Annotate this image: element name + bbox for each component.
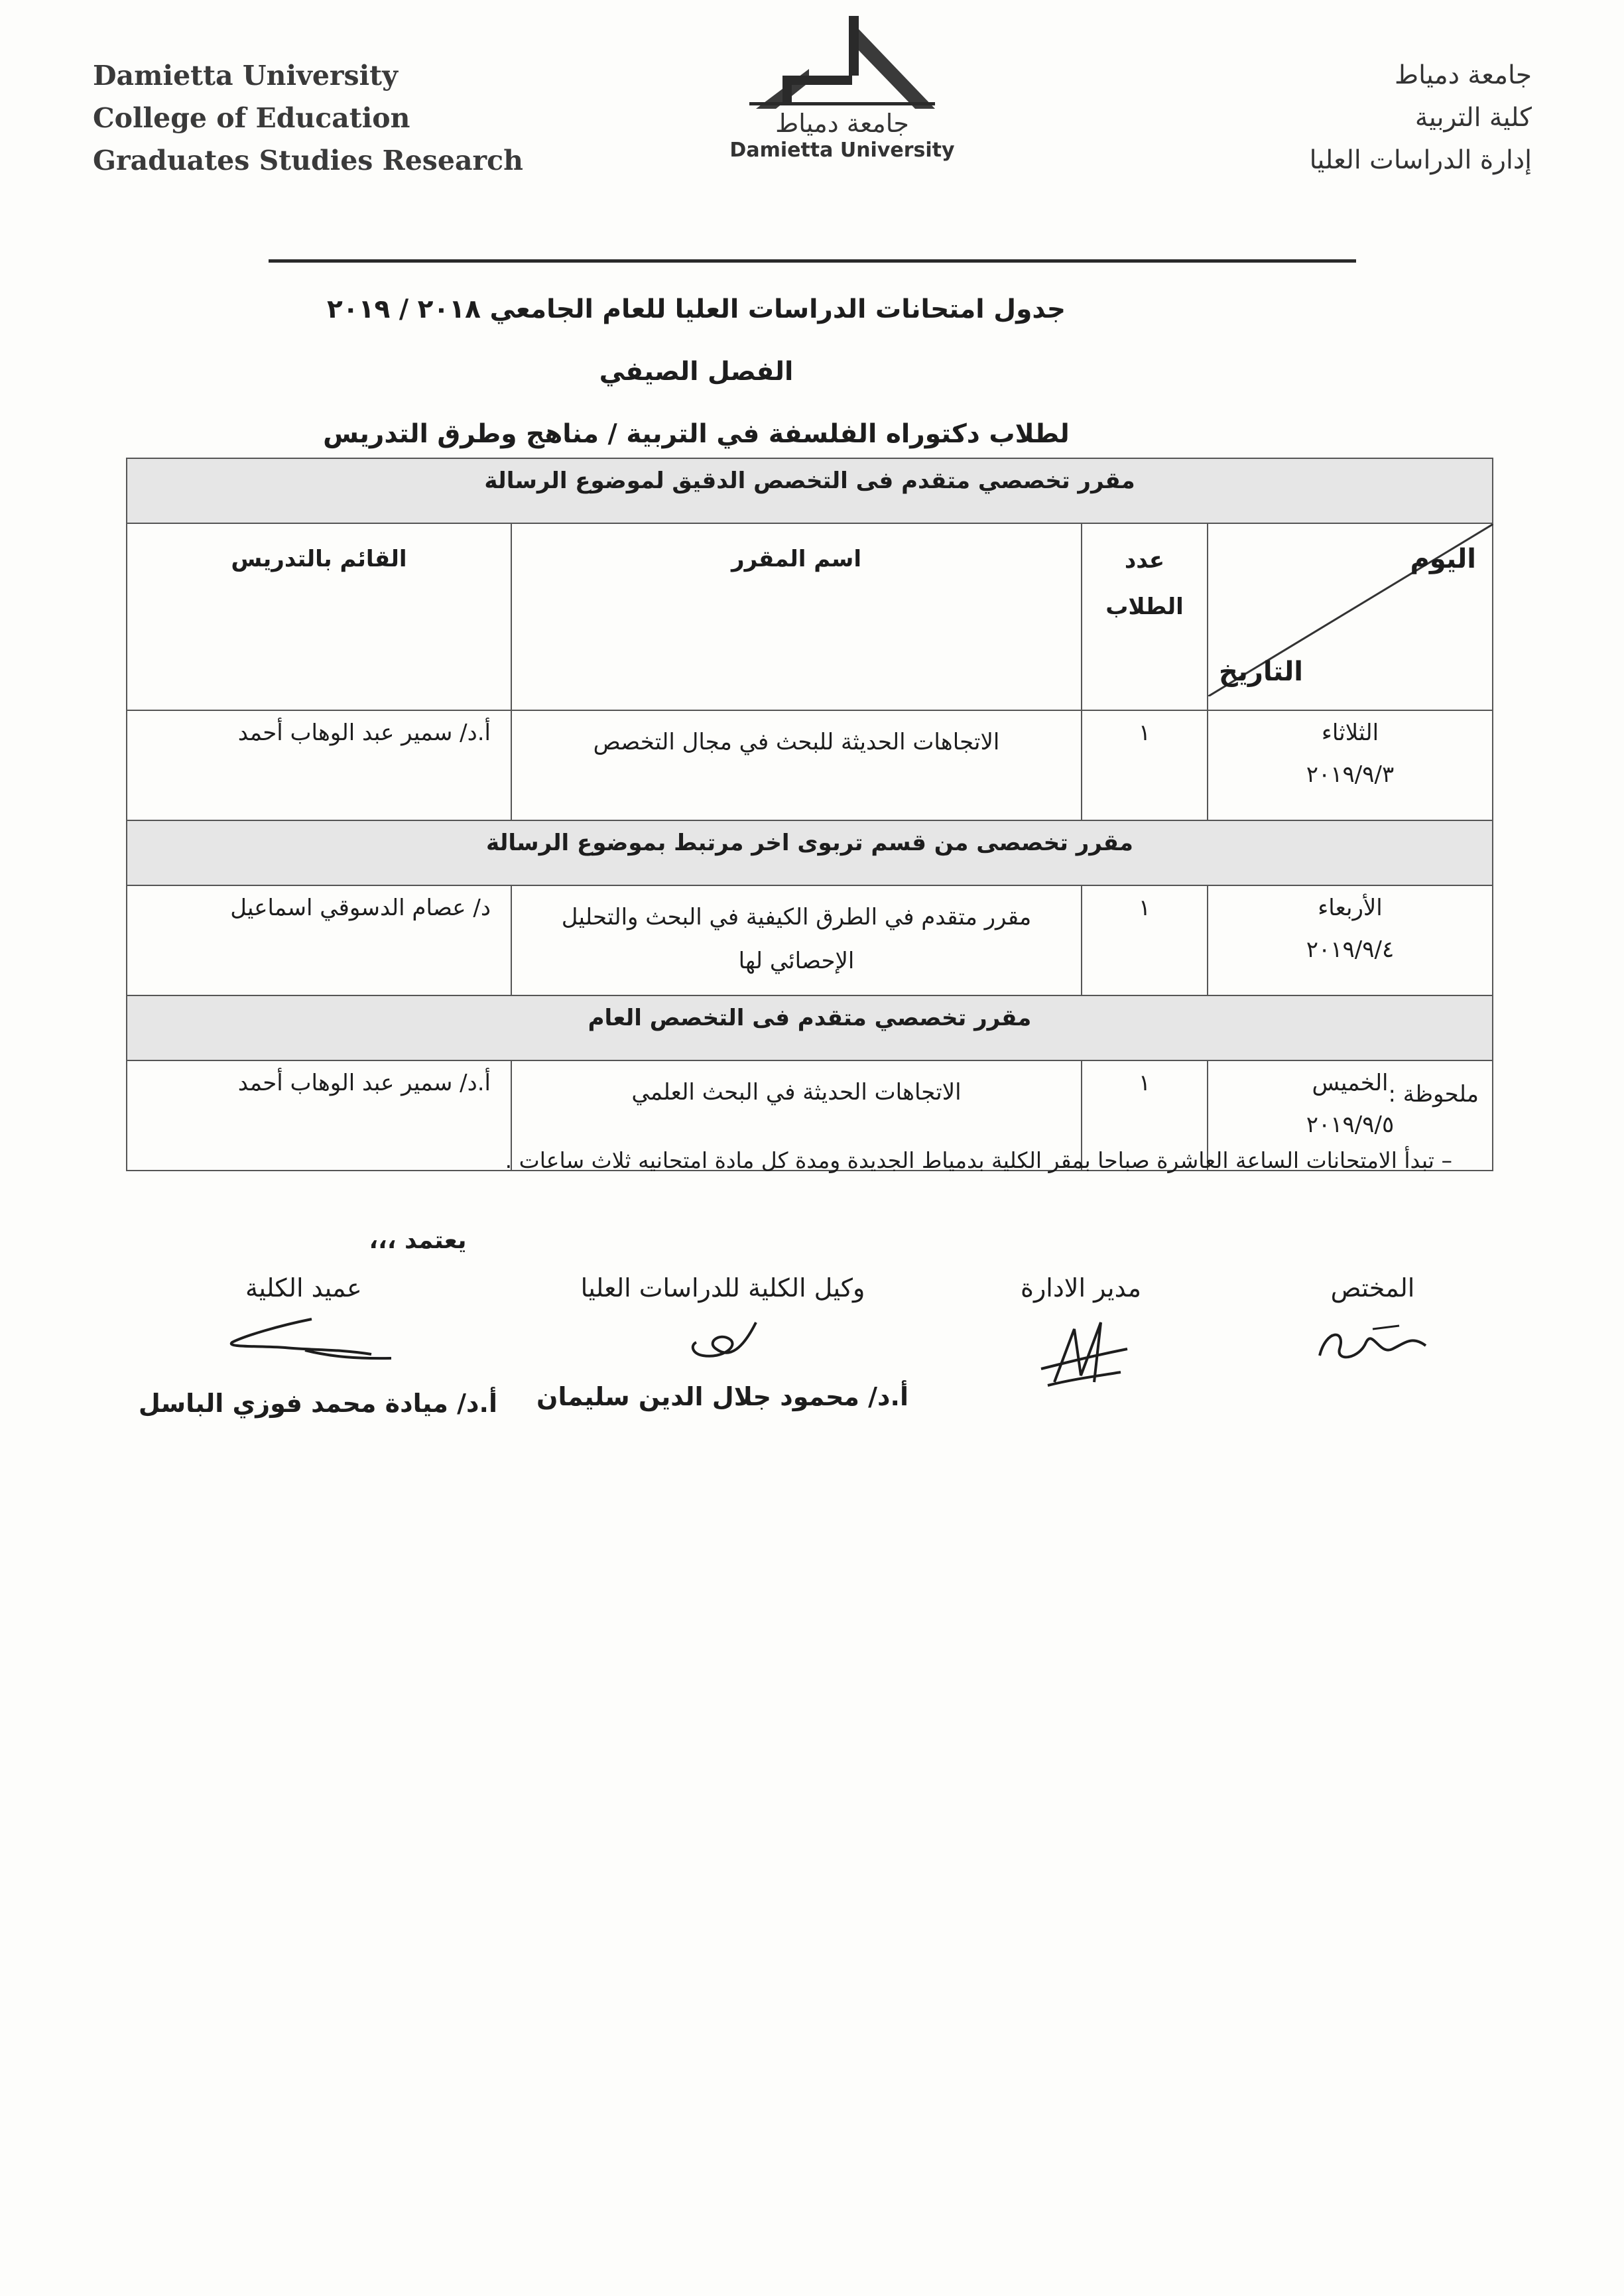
college-name-ar: كلية التربية — [1414, 103, 1532, 133]
section-title: مقرر تخصصي متقدم فى التخصص الدقيق لموضوع الرسالة — [127, 458, 1493, 523]
university-name-ar: جامعة دمياط — [1395, 60, 1532, 90]
department-name-ar: إدارة الدراسات العليا — [1309, 145, 1532, 175]
program-title: لطلاب دكتوراه الفلسفة في التربية / مناهج وطرق التدريس — [323, 419, 1070, 449]
section-row — [127, 995, 1493, 1060]
teacher-cell: أ.د/ سمير عبد الوهاب أحمد — [127, 710, 511, 820]
header-divider — [269, 259, 1356, 263]
document-titles — [199, 279, 1194, 466]
count-cell: ١ — [1082, 710, 1208, 820]
logo-english-text: Damietta University — [729, 139, 955, 162]
day-cell: الخميس — [1312, 1070, 1389, 1096]
table-row — [127, 885, 1493, 995]
table-header-row — [127, 523, 1493, 710]
signature-specialist — [1286, 1273, 1459, 1375]
day-header: اليوم — [1410, 544, 1476, 574]
arabic-header — [1233, 54, 1532, 182]
notes-block — [199, 1074, 1479, 1180]
dean-title: عميد الكلية — [245, 1273, 362, 1303]
section-row — [127, 820, 1493, 885]
handwritten-signature-icon — [179, 1309, 418, 1375]
college-name-en: College of Education — [93, 102, 410, 134]
course-cell: الاتجاهات الحديثة في البحث العلمي — [511, 1060, 1082, 1171]
specialist-title: المختص — [1330, 1273, 1415, 1303]
day-cell: الأربعاء — [1318, 895, 1383, 921]
handwritten-signature-icon — [1300, 1309, 1446, 1375]
exam-schedule-table — [126, 458, 1493, 1171]
logo-emblem-icon — [743, 9, 942, 109]
day-date-header — [1208, 523, 1493, 710]
teacher-cell: د/ عصام الدسوقي اسماعيل — [127, 885, 511, 995]
date-cell: ٢٠١٩/٩/٣ — [1306, 761, 1395, 788]
section-row — [127, 458, 1493, 523]
count-cell: ١ — [1082, 1060, 1208, 1171]
count-cell: ١ — [1082, 885, 1208, 995]
english-header — [93, 54, 570, 182]
notes-text: – تبدأ الامتحانات الساعة العاشرة صباحا بمقر الكلية بدمياط الجديدة ومدة كل مادة امتحانيه ثلاث ساعات . — [505, 1147, 1452, 1173]
vice-dean-name: أ.د/ محمود جلال الدين سليمان — [536, 1382, 908, 1411]
signature-dean — [138, 1273, 497, 1418]
schedule-title: جدول امتحانات الدراسات العليا للعام الجامعي ٢٠١٨ / ٢٠١٩ — [327, 294, 1066, 324]
semester-title: الفصل الصيفي — [599, 357, 794, 387]
signature-manager — [981, 1273, 1180, 1395]
university-name-en: Damietta University — [93, 60, 398, 92]
day-cell: الثلاثاء — [1321, 720, 1379, 746]
signature-vice-dean — [537, 1273, 908, 1411]
course-cell: الاتجاهات الحديثة للبحث في مجال التخصص — [511, 710, 1082, 820]
teacher-header: القائم بالتدريس — [127, 523, 511, 710]
table-row — [127, 710, 1493, 820]
count-header: عدد الطلاب — [1082, 523, 1208, 710]
dean-name: أ.د/ ميادة محمد فوزي الباسل — [138, 1389, 497, 1418]
date-cell: ٢٠١٩/٩/٥ — [1306, 1112, 1395, 1138]
teacher-cell: أ.د/ سمير عبد الوهاب أحمد — [127, 1060, 511, 1171]
handwritten-signature-icon — [656, 1309, 789, 1369]
course-header: اسم المقرر — [511, 523, 1082, 710]
section-title: مقرر تخصصي متقدم فى التخصص العام — [127, 995, 1493, 1060]
logo-arabic-text: جامعة دمياط — [775, 109, 909, 138]
date-header: التاريخ — [1219, 657, 1303, 687]
day-date-cell — [1208, 885, 1493, 995]
handwritten-signature-icon — [1015, 1309, 1147, 1395]
university-logo — [729, 9, 955, 175]
manager-title: مدير الادارة — [1021, 1273, 1141, 1303]
section-title: مقرر تخصصى من قسم تربوى اخر مرتبط بموضوع الرسالة — [127, 820, 1493, 885]
vice-dean-title: وكيل الكلية للدراسات العليا — [580, 1273, 865, 1303]
notes-title: ملحوظة : — [1388, 1081, 1479, 1108]
approval-label: يعتمد ،،، — [369, 1227, 467, 1254]
day-date-cell — [1208, 710, 1493, 820]
date-cell: ٢٠١٩/٩/٤ — [1306, 936, 1395, 963]
department-name-en: Graduates Studies Research — [93, 145, 523, 176]
course-cell: مقرر متقدم في الطرق الكيفية في البحث والتحليل الإحصائي لها — [511, 885, 1082, 995]
